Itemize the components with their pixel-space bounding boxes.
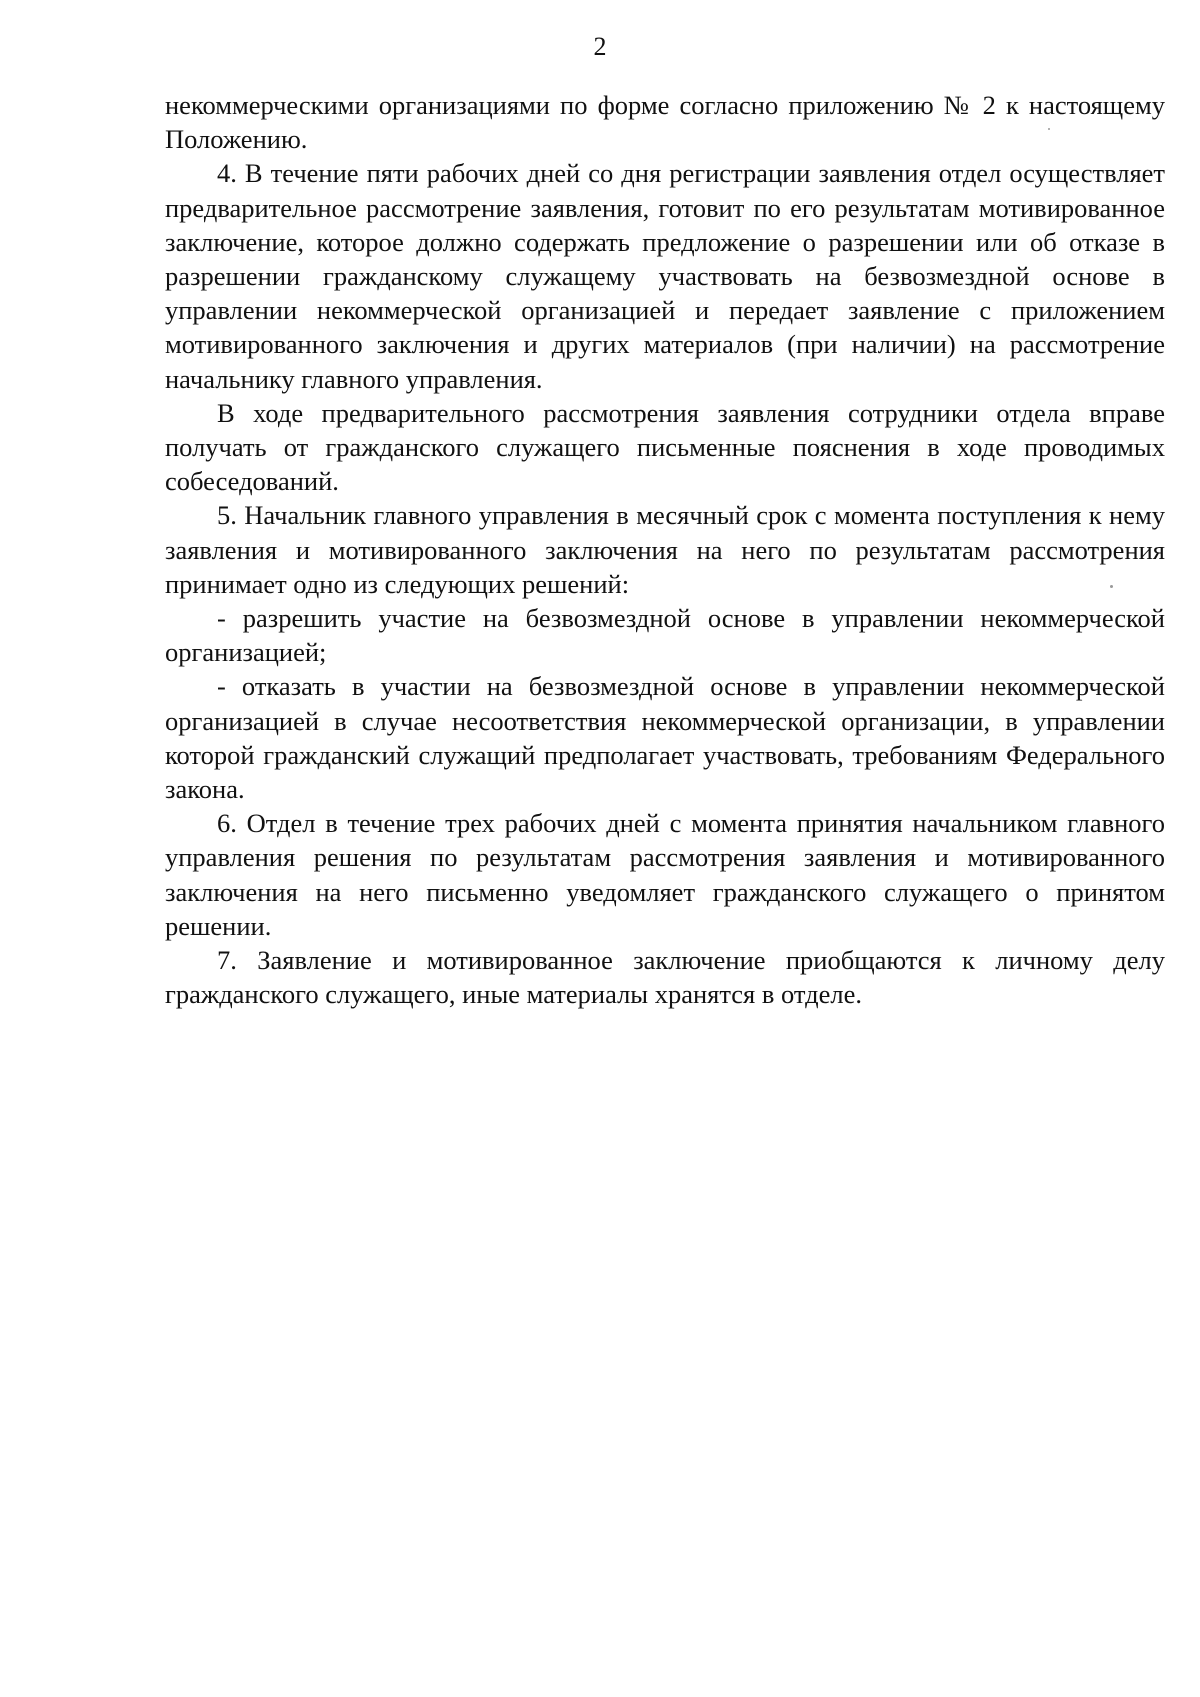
paragraph-decision-refuse: - отказать в участии на безвозмездной основе в управлении некоммерческой организацией в случае несоответствия некоммерческой организации, в управлении которой гражданский служащий предполагает участвовать, требованиям Федерального закона. [165, 671, 1165, 805]
scan-speck [1110, 585, 1113, 588]
paragraph-item-4: 4. В течение пяти рабочих дней со дня регистрации заявления отдел осуществляет предварительное рассмотрение заявления, готовит по его результатам мотивированное заключение, которое должно содержать предложение о разрешении или об отказе в разрешении гражданскому служащему участвовать на безвозмездной основе в управлении некоммерческой организацией и передает заявление с приложением мотивированного заключения и других материалов (при наличии) на рассмотрение начальнику главного управления. [165, 158, 1165, 394]
paragraph-item-6: 6. Отдел в течение трех рабочих дней с момента принятия начальником главного управления решения по результатам рассмотрения заявления и мотивированного заключения на него письменно уведомляет гражданского служащего о принятом решении. [165, 808, 1165, 941]
paragraph-decision-permit: - разрешить участие на безвозмездной основе в управлении некоммерческой организацией; [165, 603, 1165, 668]
paragraph-item-7: 7. Заявление и мотивированное заключение приобщаются к личному делу гражданского служащего, иные материалы хранятся в отделе. [165, 945, 1165, 1010]
paragraph-preliminary-review: В ходе предварительного рассмотрения заявления сотрудники отдела вправе получать от гражданского служащего письменные пояснения в ходе проводимых собеседований. [165, 397, 1165, 497]
paragraph-continuation: некоммерческими организациями по форме согласно приложению № 2 к настоящему Положению. [165, 90, 1165, 155]
page-number: 2 [593, 32, 607, 61]
scan-speck [1048, 128, 1050, 130]
document-body [165, 88, 1165, 1011]
paragraph-item-5: 5. Начальник главного управления в месячный срок с момента поступления к нему заявления и мотивированного заключения на него по результатам рассмотрения принимает одно из следующих решений: [165, 500, 1165, 599]
